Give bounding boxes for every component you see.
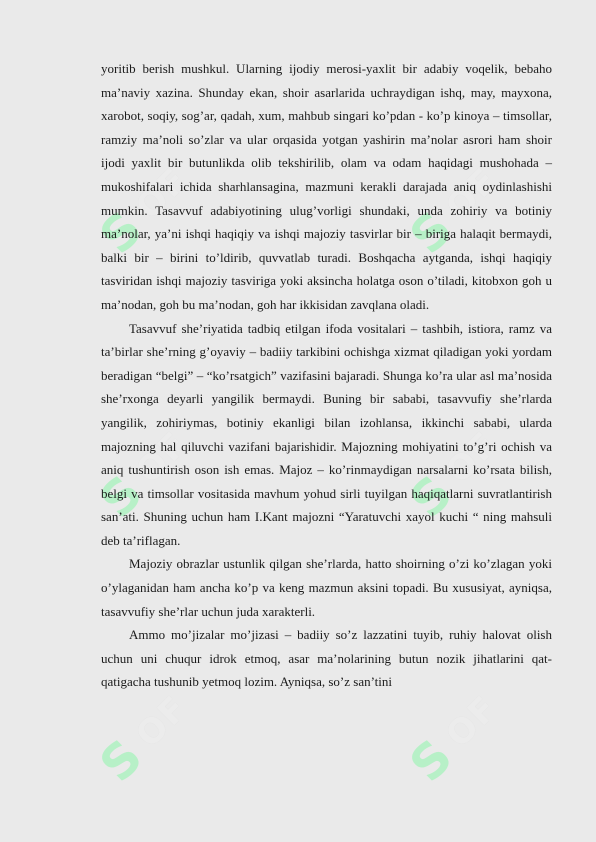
watermark-logo-mark: S [89, 728, 154, 794]
watermark-logo-text: OF [128, 159, 197, 228]
watermark-logo-text: OF [438, 159, 507, 228]
watermark-logo-mark: S [399, 200, 464, 266]
watermark-logo-text: OF [438, 423, 507, 492]
watermark-logo-mark: S [89, 200, 154, 266]
paragraph: yoritib berish mushkul. Ularning ijodiy merosi-yaxlit bir adabiy voqelik, bebaho ma’naviy xazina. Shunday ekan, shoir asarlarida uchraydigan ishq, may, mayxona, xarobot, soqiy, sog’ar, qadah, xum, mahbub singari ko’pdan - ko’p kinoya – timsollar, ramziy ma’noli so’zlar va ular orqasida yotgan yashirin ma’nolar asrori ham shoir ijodi yaxlit bir butunlikda olib tekshirilib, olam va odam haqidagi mushohada – mukoshifalari ichida sharhlansagina, mazmuni kerakli darajada aniq oydinlashishi mumkin. Tasavvuf adabiyotining ulug’vorligi shundaki, unda zohiriy va botiniy ma’nolar, ya’ni ishqi haqiqiy va ishqi majoziy tasvirlar bir – biriga halaqit bermaydi, balki bir – birini to’ldirib, quvvatlab turadi. Boshqacha aytganda, ishqi haqiqiy tasviridan ishqi majoziy tasviriga yoki aksincha holatga oson o’tiladi, kitobxon goh u ma’nodan, goh bu ma’nodan, goh har ikkisidan zavqlana oladi. [101, 61, 552, 312]
paragraph: Tasavvuf she’riyatida tadbiq etilgan ifoda vositalari – tashbih, istiora, ramz va ta’birlar she’rning g’oyaviy – badiiy tarkibini ochishga xizmat qiladigan yoki yordam beradigan “belgi” – “ko’rsatgich” vazifasini bajaradi. Shunga ko’ra ular asl ma’nosida she’rxonga deyarli yangilik bermaydi. Buning bir sababi, tasavvufiy she’rlarda yangilik, zohiriymas, botiniy ekanligi bilan izohlansa, ikkinchi sababi, ularda majozning hal qiluvchi vazifani bajarishidir. Majozning mohiyatini to’g’ri ochish va aniq tushuntirish oson ish emas. Majoz – ko’rinmaydigan narsalarni ko’rsata bilish, belgi va timsollar vositasida mavhum yohud sirli tuyilgan haqiqatlarni suvratlantirish san’ati. Shuning uchun ham I.Kant majozni “Yaratuvchi xayol kuchi “ ning mahsuli deb ta’riflagan. [101, 320, 552, 548]
watermark-logo-mark: S [399, 464, 464, 530]
watermark-logo-text: OF [438, 687, 507, 756]
watermark-logo-text: OF [128, 687, 197, 756]
paragraph: Majoziy obrazlar ustunlik qilgan she’rlarda, hatto shoirning o’zi ko’zlagan yoki o’ylaganidan ham ancha ko’p va keng mazmun aksini topadi. Bu xususiyat, ayniqsa, tasavvufiy she’rlar uchun juda xarakterli. [101, 556, 552, 619]
watermark-logo-mark: S [89, 464, 154, 530]
paragraph: Ammo mo’jizalar mo’jizasi – badiiy so’z lazzatini tuyib, ruhiy halovat olish uchun uni chuqur idrok etmoq, asar ma’nolarining butun nozik jihatlarini qat-qatigacha tushunib yetmoq lozim. Ayniqsa, so’z san’tini [101, 627, 552, 690]
body-text [101, 57, 552, 694]
watermark-logo-text: OF [128, 423, 197, 492]
watermark-logo-mark: S [399, 728, 464, 794]
